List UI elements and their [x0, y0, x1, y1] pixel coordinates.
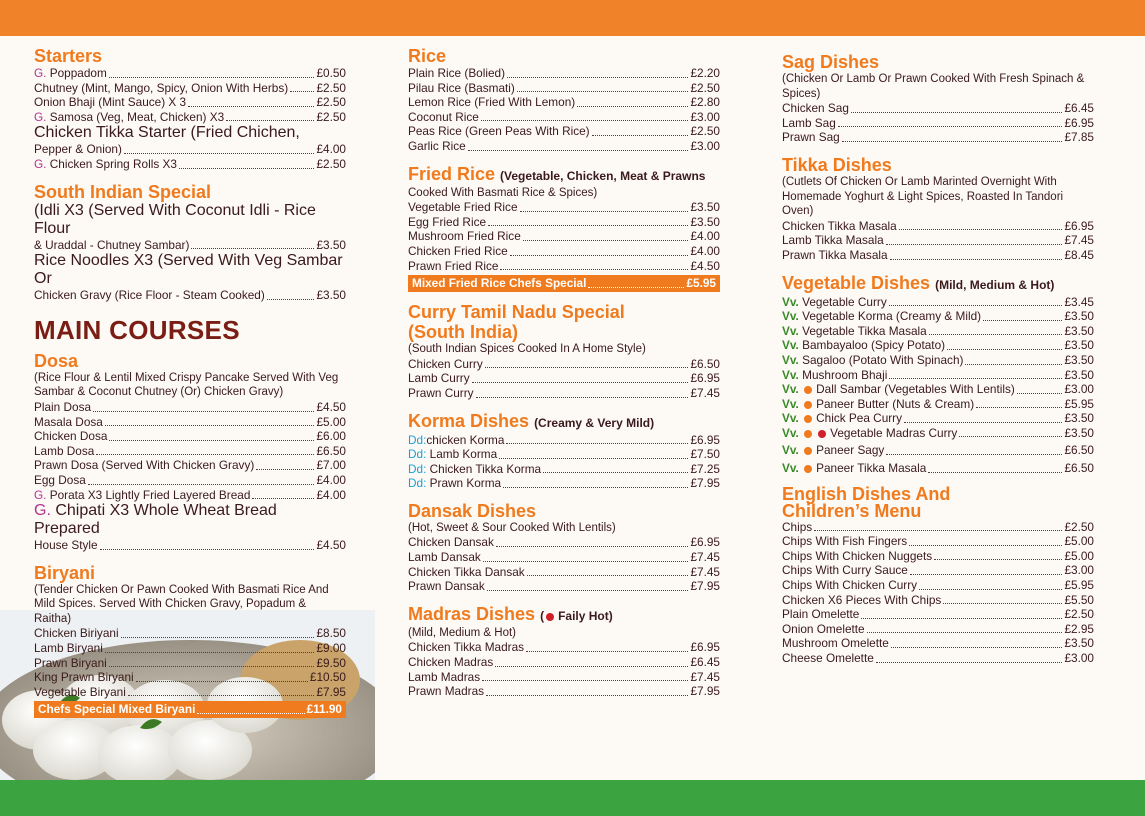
menu-item: Mushroom Fried Rice £4.00: [408, 229, 720, 244]
menu-item: Onion Bhaji (Mint Sauce) X 3 £2.50: [34, 95, 346, 110]
mild-indicator-icon: [804, 447, 812, 455]
menu-item: Egg Fried Rice £3.50: [408, 214, 720, 229]
menu-item: Lemon Rice (Fried With Lemon) £2.80: [408, 95, 720, 110]
menu-item: Prawn Madras £7.95: [408, 684, 720, 699]
menu-item: Coconut Rice £3.00: [408, 109, 720, 124]
menu-item: Chicken Curry £6.50: [408, 356, 720, 371]
menu-item: Vv. Vegetable Madras Curry £3.50: [782, 425, 1094, 440]
menu-item: Vv. Chick Pea Curry £3.50: [782, 411, 1094, 426]
menu-item: Chicken Dosa £6.00: [34, 429, 346, 444]
menu-item: Dd: Chicken Tikka Korma £7.25: [408, 461, 720, 476]
menu-item: Chutney (Mint, Mango, Spicy, Onion With Herbs) £2.50: [34, 80, 346, 95]
dansak-description: (Hot, Sweet & Sour Cooked With Lentils): [408, 521, 616, 534]
menu-item: Pepper & Onion) £4.00: [34, 142, 346, 157]
menu-item: Plain Rice (Bolied) £2.20: [408, 66, 720, 80]
mild-indicator-icon: [804, 415, 812, 423]
english-heading: English Dishes And Children’s Menu: [782, 483, 951, 521]
menu-item: Plain Dosa £4.50: [34, 399, 346, 414]
menu-item: Chicken Tikka Madras £6.95: [408, 640, 720, 655]
menu-item: Chicken Tikka Dansak £7.45: [408, 564, 720, 579]
menu-item: Dd:chicken Korma £6.95: [408, 432, 720, 447]
menu-item-line: Chicken Tikka Starter (Fried Chichen,: [34, 124, 300, 142]
menu-item: Chips With Chicken Curry £5.95: [782, 578, 1094, 593]
south-indian-heading: South Indian Special: [34, 181, 212, 202]
dosa-description: (Rice Flour & Lentil Mixed Crispy Pancake Served With Veg Sambar & Coconut Chutney (Or) Chicken Gravy): [34, 371, 339, 399]
tamil-heading: Curry Tamil Nadu Special (South India): [408, 302, 625, 343]
tamil-description: (South Indian Spices Cooked In A Home Style): [408, 343, 646, 356]
main-courses-heading: MAIN COURSES: [34, 314, 240, 345]
top-orange-band: [0, 0, 1145, 36]
menu-item: Chips £2.50: [782, 519, 1094, 534]
menu-item: Garlic Rice £3.00: [408, 138, 720, 153]
menu-item: Onion Omelette £2.95: [782, 621, 1094, 636]
menu-item: Prawn Curry £7.45: [408, 385, 720, 400]
menu-item: Vv. Bambayaloo (Spicy Potato) £3.50: [782, 338, 1094, 353]
dansak-heading: Dansak Dishes: [408, 500, 537, 521]
biryani-heading: Biryani: [34, 562, 96, 583]
menu-item: Chicken Dansak £6.95: [408, 535, 720, 550]
menu-item: Prawn Sag £7.85: [782, 130, 1094, 145]
tikka-description: (Cutlets Of Chicken Or Lamb Marinted Overnight With Homemade Yoghurt & Light Spices, Roasted In Tandori Oven): [782, 175, 1064, 218]
menu-item: Masala Dosa £5.00: [34, 414, 346, 429]
column-right: [782, 46, 1094, 666]
menu-item: Prawn Tikka Masala £8.45: [782, 247, 1094, 262]
menu-item-line: G. Chipati X3 Whole Wheat Bread Prepared: [34, 502, 277, 538]
menu-item: Egg Dosa £4.00: [34, 472, 346, 487]
menu-item: G. Samosa (Veg, Meat, Chicken) X3 £2.50: [34, 109, 346, 124]
menu-item: Vegetable Biryani £7.95: [34, 684, 346, 699]
menu-item: Prawn Dosa (Served With Chicken Gravy) £7.00: [34, 458, 346, 473]
menu-item: Chips With Fish Fingers £5.00: [782, 534, 1094, 549]
sag-description: (Chicken Or Lamb Or Prawn Cooked With Fresh Spinach & Spices): [782, 73, 1085, 100]
menu-item: Lamb Tikka Masala £7.45: [782, 233, 1094, 248]
mild-indicator-icon: [804, 401, 812, 409]
menu-item: Vv. Vegetable Tikka Masala £3.50: [782, 323, 1094, 338]
chefs-special-biryani: Chefs Special Mixed Biryani £11.90: [34, 701, 346, 718]
menu-item: Chicken Gravy (Rice Floor - Steam Cooked) £3.50: [34, 288, 346, 303]
menu-item: Prawn Dansak £7.95: [408, 579, 720, 594]
menu-item: Dd: Lamb Korma £7.50: [408, 447, 720, 462]
menu-item: Plain Omelette £2.50: [782, 607, 1094, 622]
menu-item-line: (Idli X3 (Served With Coconut Idli - Rice Flour: [34, 201, 316, 237]
menu-item: Vv. Vegetable Curry £3.45: [782, 294, 1094, 309]
tikka-heading: Tikka Dishes: [782, 154, 892, 175]
menu-item: Pilau Rice (Basmati) £2.50: [408, 80, 720, 95]
menu-item: Lamb Biryani £9.00: [34, 641, 346, 656]
madras-heading: Madras Dishes ( Faily Hot): [408, 603, 613, 624]
hot-indicator-icon: [818, 430, 826, 438]
menu-item: Chicken Fried Rice £4.00: [408, 243, 720, 258]
column-middle: [408, 46, 720, 699]
korma-heading: Korma Dishes (Creamy & Very Mild): [408, 410, 655, 431]
menu-item: G. Chicken Spring Rolls X3 £2.50: [34, 156, 346, 171]
biryani-description: (Tender Chicken Or Pawn Cooked With Basmati Rice And Mild Spices. Served With Chicken Gravy, Popadum & Raitha): [34, 583, 329, 625]
menu-item: Vv. Vegetable Korma (Creamy & Mild) £3.50: [782, 309, 1094, 324]
menu-item: & Uraddal - Chutney Sambar) £3.50: [34, 237, 346, 252]
menu-item: Chips With Curry Sauce £3.00: [782, 563, 1094, 578]
menu-item: Vv. Paneer Sagy £6.50: [782, 443, 1094, 458]
starters-heading: Starters: [34, 46, 103, 66]
starters-list: [34, 66, 346, 172]
menu-item: House Style £4.50: [34, 538, 346, 553]
menu-item: Chicken Biriyani £8.50: [34, 626, 346, 641]
column-left: [34, 46, 346, 718]
bottom-green-band: [0, 780, 1145, 816]
menu-item: Lamb Dosa £6.50: [34, 443, 346, 458]
menu-item: Vegetable Fried Rice £3.50: [408, 200, 720, 215]
dosa-heading: Dosa: [34, 350, 79, 371]
fried-rice-description: Cooked With Basmati Rice & Spices): [408, 186, 598, 199]
vegetable-heading: Vegetable Dishes (Mild, Medium & Hot): [782, 272, 1055, 293]
menu-item: G. Porata X3 Lightly Fried Layered Bread £4.00: [34, 487, 346, 502]
menu-item: Vv. Dall Sambar (Vegetables With Lentils) £3.00: [782, 382, 1094, 397]
menu-item: Mushroom Omelette £3.50: [782, 636, 1094, 651]
rice-heading: Rice: [408, 46, 447, 66]
menu-item: Lamb Dansak £7.45: [408, 550, 720, 565]
menu-item: Chicken Madras £6.45: [408, 655, 720, 670]
fried-rice-heading: Fried Rice (Vegetable, Chicken, Meat & Prawns: [408, 163, 706, 184]
chefs-special-fried-rice: Mixed Fried Rice Chefs Special £5.95: [408, 275, 720, 292]
menu-item: Prawn Fried Rice £4.50: [408, 258, 720, 273]
menu-item: Vv. Paneer Tikka Masala £6.50: [782, 461, 1094, 476]
menu-item: Lamb Madras £7.45: [408, 669, 720, 684]
menu-item: Chicken Sag £6.45: [782, 101, 1094, 116]
menu-item: Prawn Biryani £9.50: [34, 655, 346, 670]
menu-item: Lamb Sag £6.95: [782, 115, 1094, 130]
menu-item: King Prawn Biryani £10.50: [34, 670, 346, 685]
menu-item: Vv. Mushroom Bhaji £3.50: [782, 367, 1094, 382]
menu-item: Cheese Omelette £3.00: [782, 651, 1094, 665]
mild-indicator-icon: [804, 386, 812, 394]
menu-item: Lamb Curry £6.95: [408, 371, 720, 386]
menu-item: G. Poppadom £0.50: [34, 66, 346, 80]
menu-item: Chicken X6 Pieces With Chips £5.50: [782, 592, 1094, 607]
mild-indicator-icon: [804, 465, 812, 473]
hot-indicator-icon: [546, 613, 554, 621]
madras-description: (Mild, Medium & Hot): [408, 626, 516, 639]
menu-item: Vv. Sagaloo (Potato With Spinach) £3.50: [782, 352, 1094, 367]
sag-heading: Sag Dishes: [782, 52, 880, 72]
menu-item: Chips With Chicken Nuggets £5.00: [782, 548, 1094, 563]
menu-item: Peas Rice (Green Peas With Rice) £2.50: [408, 124, 720, 139]
menu-item: Dd: Prawn Korma £7.95: [408, 476, 720, 491]
menu-item: Chicken Tikka Masala £6.95: [782, 218, 1094, 233]
menu-item-line: Rice Noodles X3 (Served With Veg Sambar Or: [34, 252, 343, 288]
mild-indicator-icon: [804, 430, 812, 438]
menu-item: Vv. Paneer Butter (Nuts & Cream) £5.95: [782, 396, 1094, 411]
